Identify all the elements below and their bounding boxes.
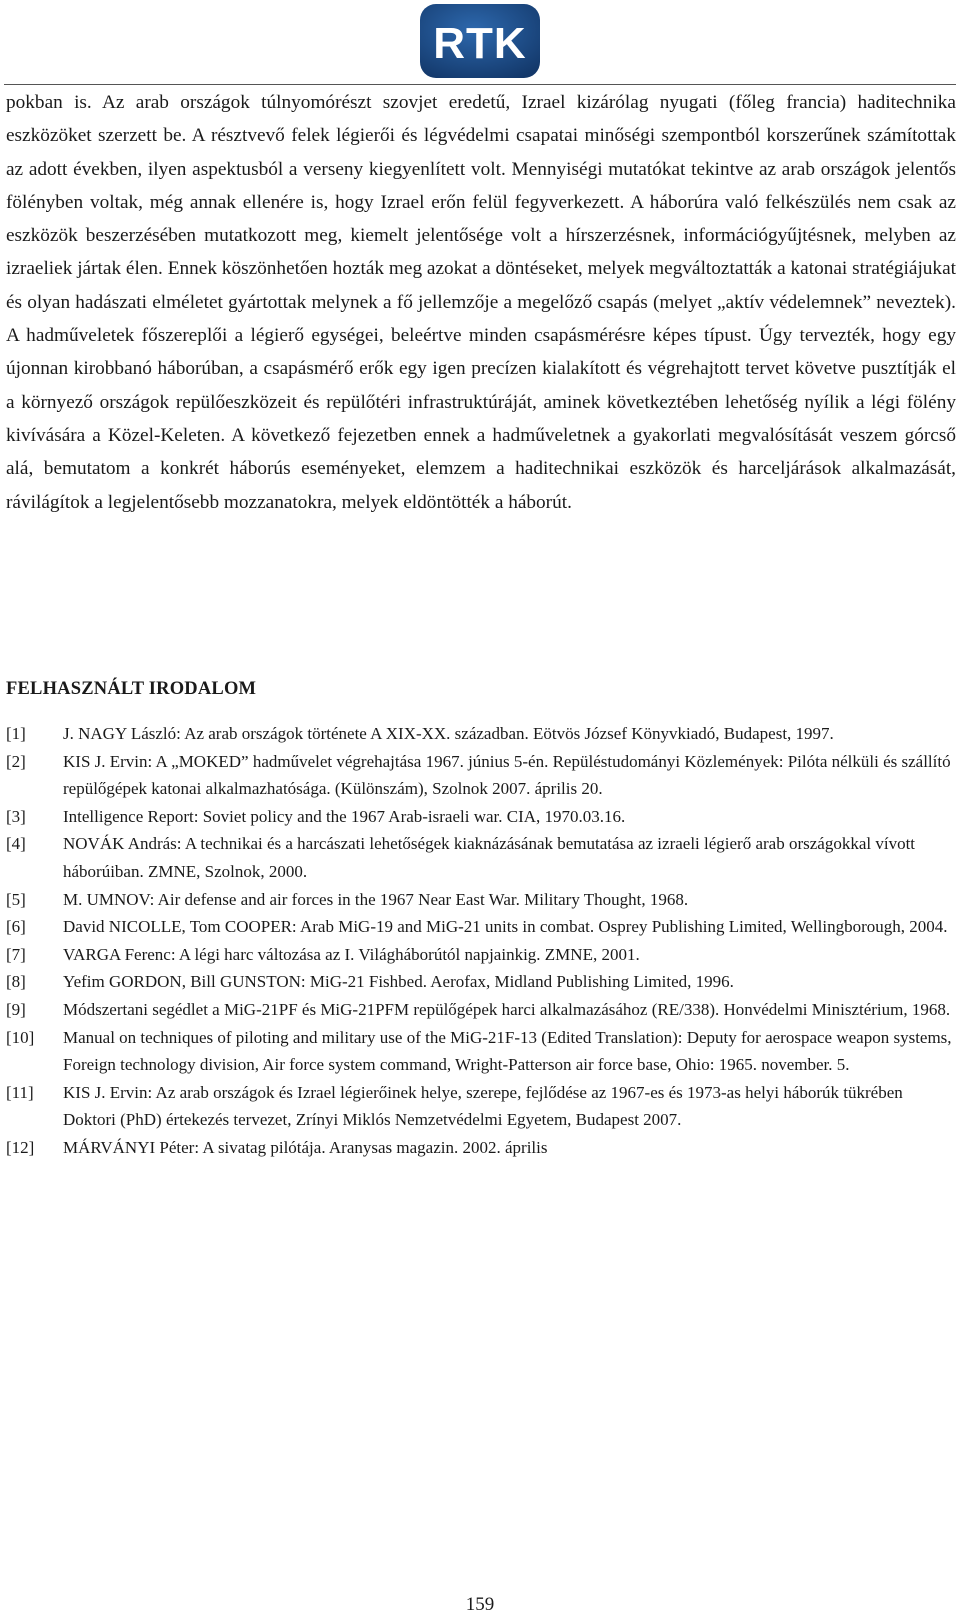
reference-text: David NICOLLE, Tom COOPER: Arab MiG-19 and MiG-21 units in combat. Osprey Publishing Limited, Wellingborough, 2004. (63, 917, 948, 937)
reference-text: Intelligence Report: Soviet policy and the 1967 Arab-israeli war. CIA, 1970.03.16. (63, 806, 626, 826)
reference-item (6, 996, 956, 1024)
references-title: FELHASZNÁLT IRODALOM (6, 679, 257, 699)
reference-item (6, 886, 956, 914)
reference-number: [8] (6, 972, 26, 992)
reference-text: VARGA Ferenc: A légi harc változása az I. Világháborútól napjainkig. ZMNE, 2001. (63, 944, 640, 964)
body-paragraph: pokban is. Az arab országok túlnyomórészt szovjet eredetű, Izrael kizárólag nyugati (főleg francia) haditechnika eszközöket szerzett be. A résztvevő felek légierői és légvédelmi csapatai minőségi szempontból korszerűnek számítottak az adott években, ilyen aspektusból a verseny kiegyenlített volt. Mennyiségi mutatókat tekintve az arab országok jelentős fölényben voltak, még annak ellenére is, hogy Izrael erőn felül fegyverkezett. A háborúra való felkészülés nem csak az eszközök beszerzésében mutatkozott meg, kiemelt jelentősége volt a hírszerzésnek, információgyűjtésnek, melyben az izraeliek jártak élen. Ennek köszönhetően hozták meg azokat a döntéseket, melyek megváltoztatták a katonai stratégiájukat és olyan hadászati elméletet gyártottak melynek a fő jellemzője a megelőző csapás (melyet „aktív védelemnek” neveztek). A hadműveletek főszereplői a légierő egységei, beleértve minden csapásmérésre képes típust. Úgy tervezték, hogy egy újonnan kirobbanó háborúban, a csapásmérő erők egy igen precízen kialakított és végrehajtott tervet követve pusztítják el a környező országok repülőeszközeit és repülőtéri infrastruktúráját, aminek következtében lehetőség nyílik a légi fölény kivívására a Közel-Keleten. A következő fejezetben ennek a hadműveletnek a gyakorlati megvalósítását veszem górcső alá, bemutatom a konkrét háborús eseményeket, elemzem a haditechnikai eszközök és harceljárások alkalmazását, rávilágítok a legjelentősebb mozzanatokra, melyek eldöntötték a háborút. (6, 92, 956, 513)
rtk-logo-text: RTK (433, 19, 527, 68)
reference-item (6, 1024, 956, 1079)
reference-number: [2] (6, 751, 26, 771)
reference-text: M. UMNOV: Air defense and air forces in the 1967 Near East War. Military Thought, 1968. (63, 889, 689, 909)
reference-number: [7] (6, 944, 26, 964)
reference-item (6, 748, 956, 803)
reference-number: [11] (6, 1082, 34, 1102)
reference-item (6, 1134, 956, 1162)
reference-text: Yefim GORDON, Bill GUNSTON: MiG-21 Fishbed. Aerofax, Midland Publishing Limited, 1996. (63, 972, 734, 992)
reference-text: KIS J. Ervin: Az arab országok és Izrael légierőinek helye, szerepe, fejlődése az 1967-es és 1973-as helyi háborúk tükrében Doktori (PhD) értekezés tervezet, Zrínyi Miklós Nemzetvédelmi Egyetem, Budapest 2007. (63, 1082, 903, 1130)
reference-text: Manual on techniques of piloting and military use of the MiG-21F-13 (Edited Translation): Deputy for aerospace weapon systems, Foreign technology division, Air force system command, Wright-Patterson air force base, Ohio: 1965. november. 5. (63, 1027, 952, 1075)
page-number: 159 (465, 1594, 495, 1615)
reference-text: NOVÁK András: A technikai és a harcászati lehetőségek kiaknázásának bemutatása az izraeli légierő arab országokkal vívott háborúiban. ZMNE, Szolnok, 2000. (63, 834, 916, 881)
reference-list (6, 720, 956, 1162)
reference-number: [6] (6, 917, 26, 937)
reference-item (6, 913, 956, 941)
reference-number: [12] (6, 1137, 35, 1157)
reference-item (6, 720, 956, 748)
reference-item (6, 830, 956, 885)
rtk-logo (418, 2, 542, 80)
reference-number: [10] (6, 1027, 35, 1047)
page-header (0, 0, 960, 86)
reference-item (6, 803, 956, 831)
reference-number: [4] (6, 834, 26, 854)
reference-item (6, 968, 956, 996)
reference-text: Módszertani segédlet a MiG-21PF és MiG-21PFM repülőgépek harci alkalmazásához (RE/338). Honvédelmi Minisztérium, 1968. (63, 999, 951, 1019)
reference-text: MÁRVÁNYI Péter: A sivatag pilótája. Aranysas magazin. 2002. április (63, 1137, 548, 1157)
reference-number: [9] (6, 999, 26, 1019)
reference-item (6, 941, 956, 969)
header-rule (4, 84, 956, 85)
reference-number: [3] (6, 806, 26, 826)
reference-item (6, 1079, 956, 1134)
reference-number: [5] (6, 889, 26, 909)
reference-text: KIS J. Ervin: A „MOKED” hadművelet végrehajtása 1967. június 5-én. Repüléstudományi Közlemények: Pilóta nélküli és szállító repülőgépek katonai alkalmazhatósága. (Különszám), Szolnok 2007. április 20. (63, 751, 951, 799)
reference-number: [1] (6, 724, 26, 743)
reference-text: J. NAGY László: Az arab országok története A XIX-XX. században. Eötvös József Könyvkiadó, Budapest, 1997. (63, 724, 834, 743)
